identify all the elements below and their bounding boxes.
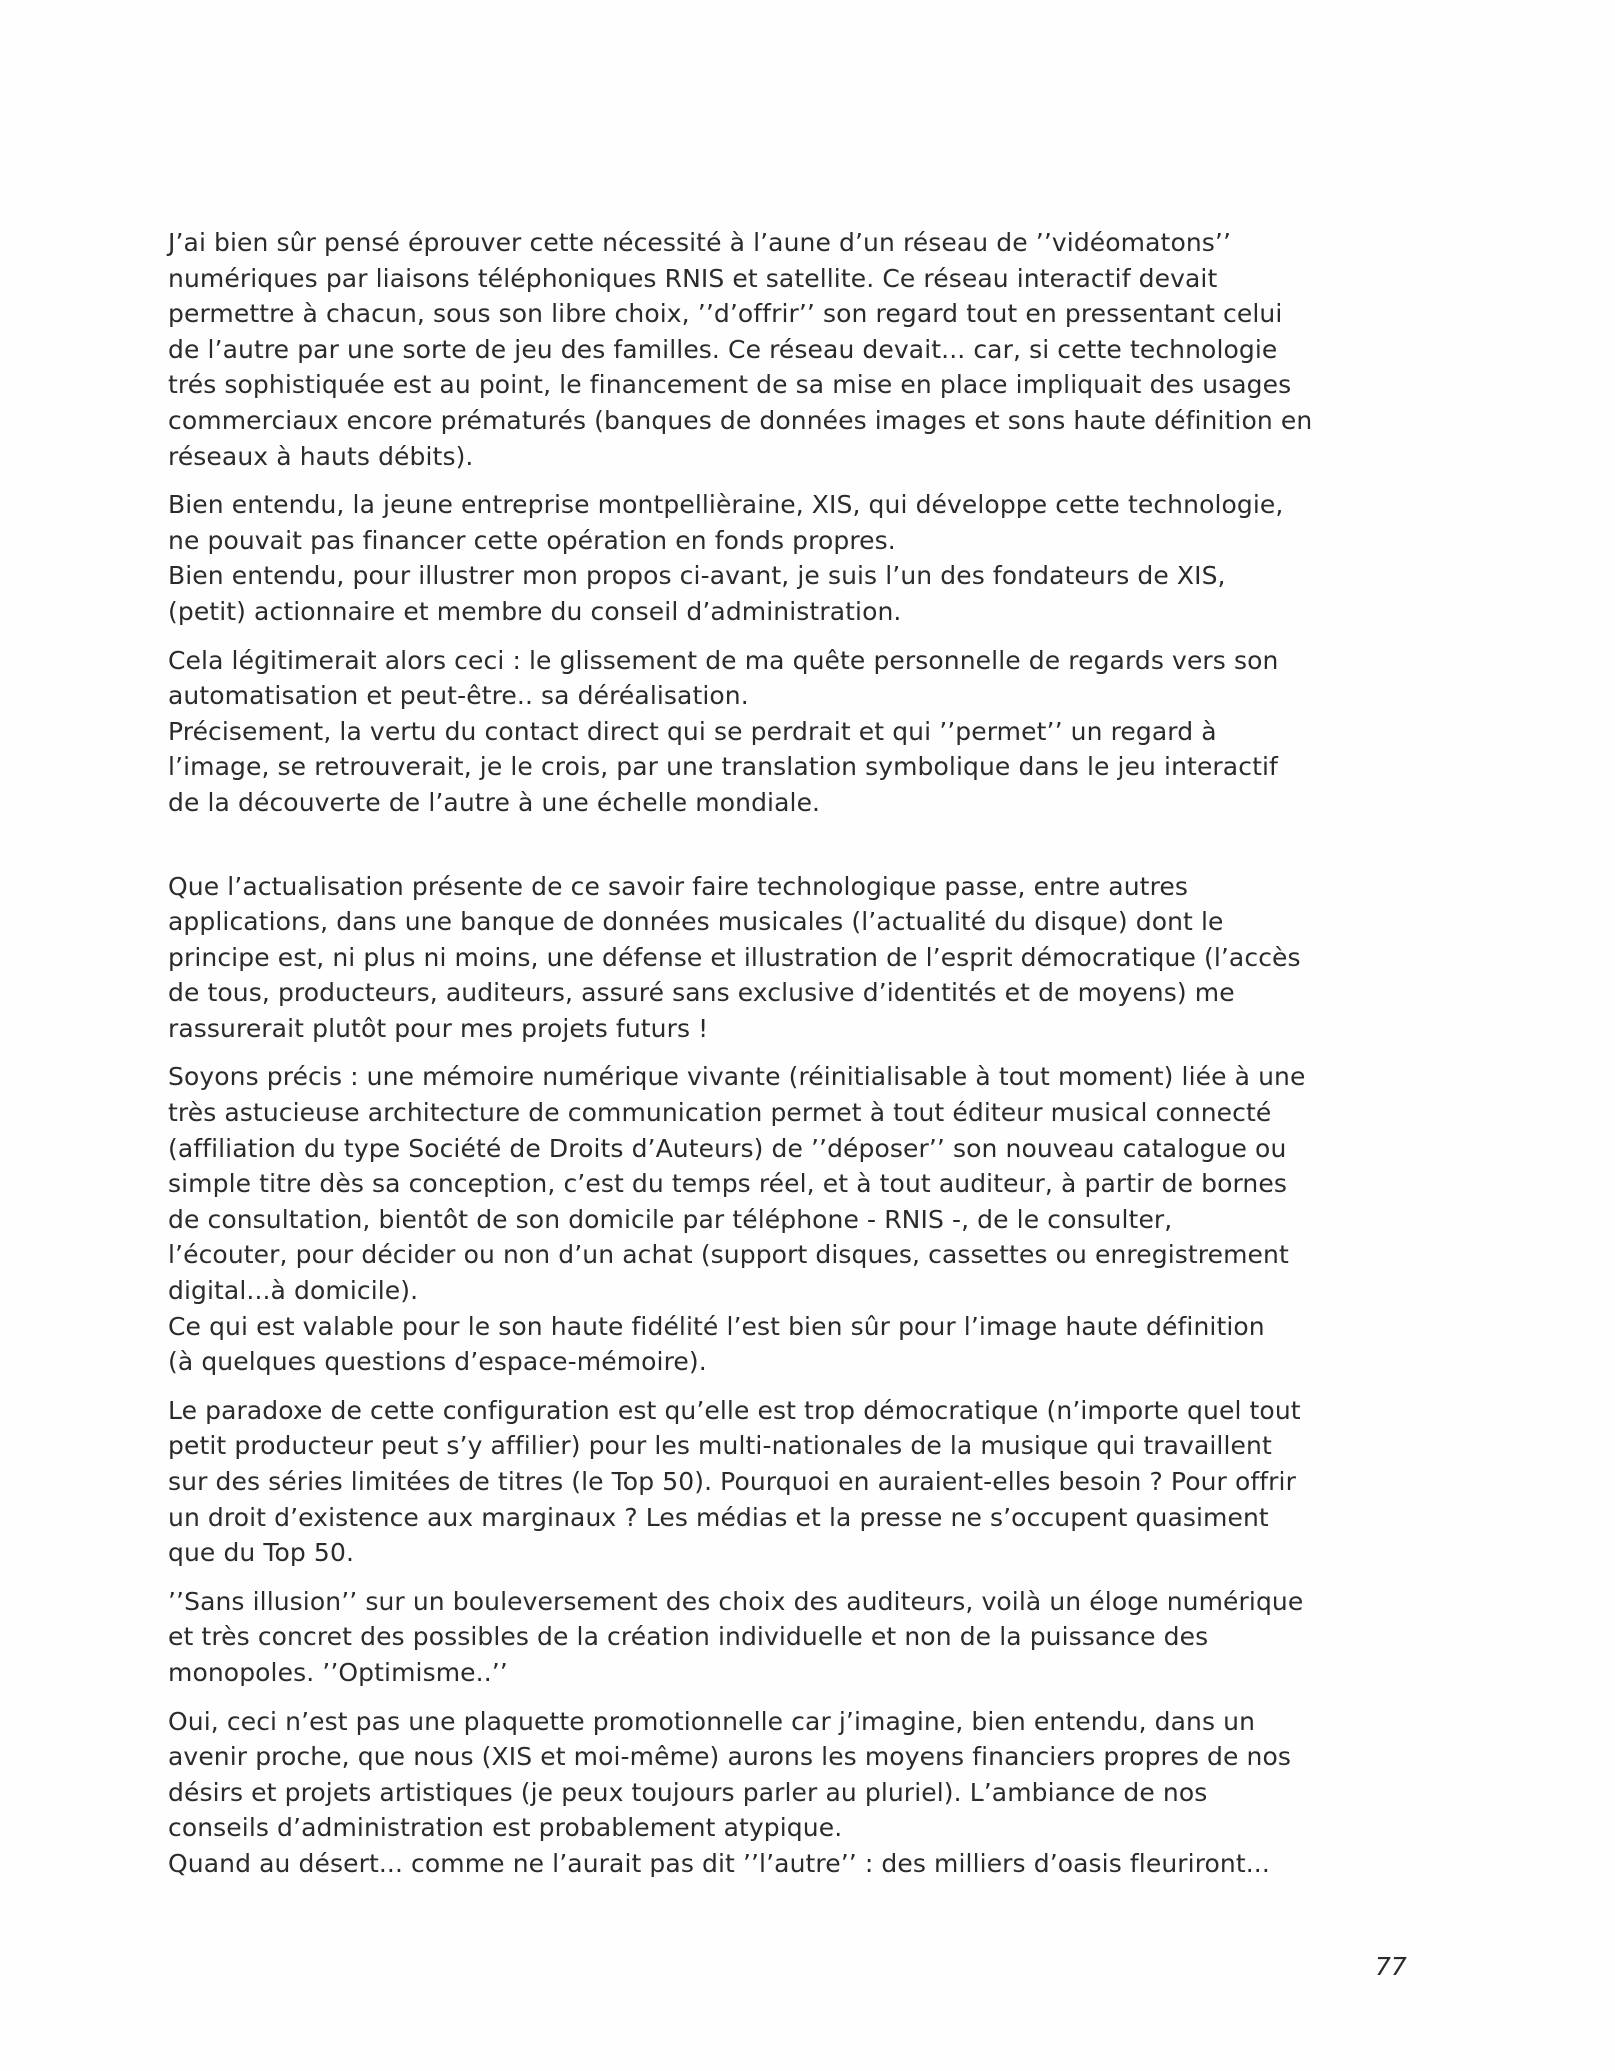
text-line: réseaux à hauts débits). — [168, 441, 474, 471]
paragraph-5 — [168, 1059, 1408, 1379]
text-line: Ce qui est valable pour le son haute fidélité l’est bien sûr pour l’image haute définition — [168, 1311, 1265, 1341]
text-line: que du Top 50. — [168, 1538, 354, 1568]
text-line: Le paradoxe de cette configuration est qu’elle est trop démocratique (n’importe quel tout — [168, 1395, 1301, 1425]
text-line: de consultation, bientôt de son domicile par téléphone - RNIS -, de le consulter, — [168, 1204, 1173, 1234]
text-line: trés sophistiquée est au point, le financement de sa mise en place impliquait des usages — [168, 370, 1292, 400]
text-line: rassurerait plutôt pour mes projets futurs ! — [168, 1013, 709, 1043]
text-line: Précisement, la vertu du contact direct qui se perdrait et qui ’’permet’’ un regard à — [168, 716, 1217, 746]
text-line: Que l’actualisation présente de ce savoir faire technologique passe, entre autres — [168, 871, 1189, 901]
paragraph-6 — [168, 1393, 1408, 1571]
paragraph-2 — [168, 487, 1408, 629]
text-line: l’image, se retrouverait, je le crois, par une translation symbolique dans le jeu interactif — [168, 752, 1278, 782]
text-line: (affiliation du type Société de Droits d’Auteurs) de ’’déposer’’ son nouveau catalogue ou — [168, 1133, 1287, 1163]
text-line: J’ai bien sûr pensé éprouver cette nécessité à l’aune d’un réseau de ’’vidéomatons’’ — [168, 228, 1232, 257]
text-line: ’’Sans illusion’’ sur un bouleversement des choix des auditeurs, voilà un éloge numérique — [168, 1586, 1304, 1616]
text-line: simple titre dès sa conception, c’est du temps réel, et à tout auditeur, à partir de bornes — [168, 1169, 1287, 1199]
text-line: Cela légitimerait alors ceci : le glissement de ma quête personnelle de regards vers son — [168, 645, 1279, 675]
text-line: Quand au désert... comme ne l’aurait pas dit ’’l’autre’’ : des milliers d’oasis fleuriront... — [168, 1848, 1270, 1878]
text-line: conseils d’administration est probablement atypique. — [168, 1813, 843, 1843]
text-line: monopoles. ’’Optimisme..’’ — [168, 1657, 508, 1687]
paragraph-7 — [168, 1584, 1408, 1691]
text-line: Bien entendu, la jeune entreprise montpellièraine, XIS, qui développe cette technologie, — [168, 490, 1284, 520]
text-line: petit producteur peut s’y affilier) pour les multi-nationales de la musique qui travaillent — [168, 1431, 1272, 1461]
text-line: Soyons précis : une mémoire numérique vivante (réinitialisable à tout moment) liée à une — [168, 1062, 1306, 1092]
text-line: numériques par liaisons téléphoniques RNIS et satellite. Ce réseau interactif devait — [168, 263, 1218, 293]
text-line: l’écouter, pour décider ou non d’un achat (support disques, cassettes ou enregistrement — [168, 1240, 1289, 1270]
text-line: très astucieuse architecture de communication permet à tout éditeur musical connecté — [168, 1098, 1272, 1128]
text-line: permettre à chacun, sous son libre choix, ’’d’offrir’’ son regard tout en pressentant celui — [168, 299, 1283, 329]
text-line: de tous, producteurs, auditeurs, assuré sans exclusive d’identités et de moyens) me — [168, 978, 1235, 1008]
text-line: (à quelques questions d’espace-mémoire). — [168, 1347, 707, 1377]
text-line: désirs et projets artistiques (je peux toujours parler au pluriel). L’ambiance de nos — [168, 1777, 1208, 1807]
paragraph-1 — [168, 225, 1408, 474]
text-line: automatisation et peut-être.. sa déréalisation. — [168, 681, 749, 711]
paragraph-8 — [168, 1704, 1408, 1882]
text-line: et très concret des possibles de la création individuelle et non de la puissance des — [168, 1622, 1209, 1652]
text-line: avenir proche, que nous (XIS et moi-même) aurons les moyens financiers propres de nos — [168, 1742, 1291, 1772]
paragraph-3 — [168, 643, 1408, 821]
paragraph-4 — [168, 869, 1408, 1047]
text-line: digital...à domicile). — [168, 1276, 419, 1306]
text-line: (petit) actionnaire et membre du conseil d’administration. — [168, 596, 902, 626]
text-line: ne pouvait pas financer cette opération en fonds propres. — [168, 525, 896, 555]
text-line: de la découverte de l’autre à une échelle mondiale. — [168, 787, 821, 817]
text-line: commerciaux encore prématurés (banques de données images et sons haute définition en — [168, 405, 1313, 435]
text-line: un droit d’existence aux marginaux ? Les médias et la presse ne s’occupent quasiment — [168, 1502, 1269, 1532]
text-line: principe est, ni plus ni moins, une défense et illustration de l’esprit démocratique (l’accès — [168, 942, 1301, 972]
page-number: 77 — [1375, 1952, 1407, 1981]
text-line: Bien entendu, pour illustrer mon propos ci-avant, je suis l’un des fondateurs de XIS, — [168, 561, 1226, 591]
text-line: de l’autre par une sorte de jeu des familles. Ce réseau devait... car, si cette technologie — [168, 334, 1278, 364]
body-text — [168, 225, 1408, 1895]
text-line: Oui, ceci n’est pas une plaquette promotionnelle car j’imagine, bien entendu, dans un — [168, 1706, 1256, 1736]
text-line: applications, dans une banque de données musicales (l’actualité du disque) dont le — [168, 907, 1224, 937]
text-line: sur des séries limitées de titres (le Top 50). Pourquoi en auraient-elles besoin ? Pour offrir — [168, 1467, 1296, 1496]
